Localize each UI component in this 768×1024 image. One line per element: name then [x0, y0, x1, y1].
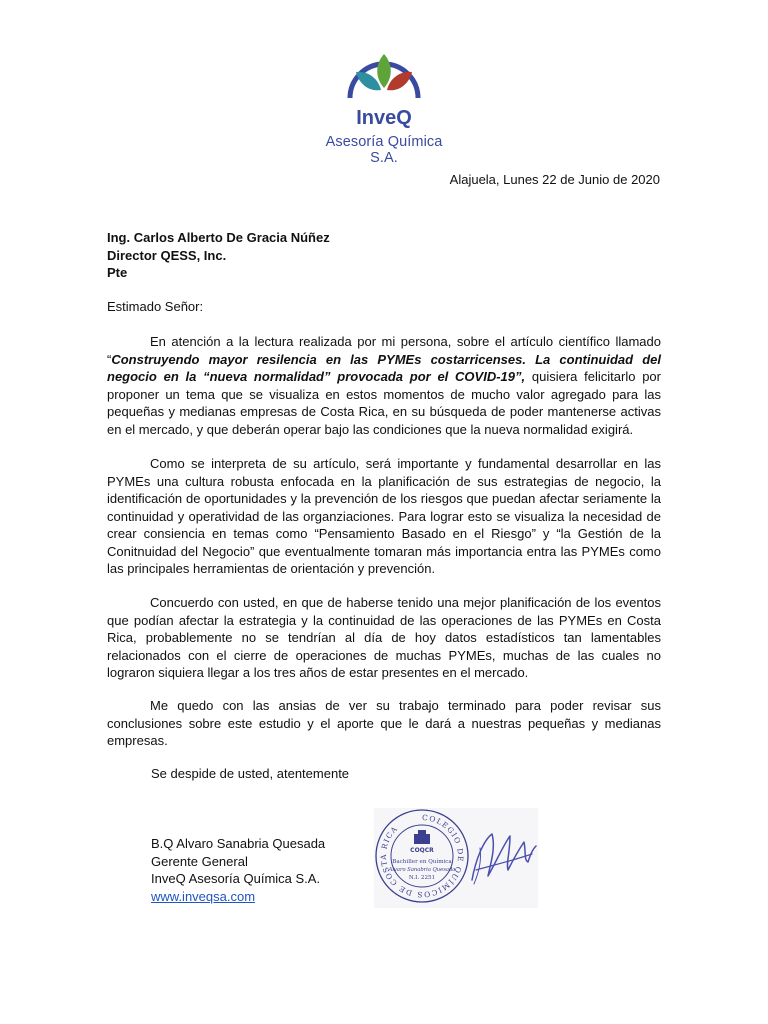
leaves-arc-icon: [344, 40, 424, 102]
handwritten-signature-icon: [466, 818, 540, 890]
paragraph-1-lead: En atención a la lectura realizada por mi persona, sobre el artículo científico llamado “: [107, 334, 661, 367]
recipient-title: Director QESS, Inc.: [107, 247, 227, 263]
professional-seal-icon: [374, 808, 470, 904]
company-subtitle: Asesoría Química S.A.: [325, 134, 443, 166]
date-line: Alajuela, Lunes 22 de Junio de 2020: [449, 172, 660, 187]
paragraph-1-rest: quisiera felicitarlo por proponer un tema que se visualiza en estos momentos de mucho valor agregado para las pequeñas y medianas empresas de Costa Rica, en su búsqueda de poder mantenerse activas en el mercado, y que deberán operar bajo las condiciones que la nueva normalidad exigirá.: [107, 369, 661, 437]
article-title: Construyendo mayor resilencia en las PYMEs costarricenses. La continuidad del negocio en la “nueva normalidad” provocada por el COVID-19”,: [107, 351, 661, 384]
closing-line: Se despide de usted, atentemente: [151, 766, 350, 781]
recipient-block: [107, 229, 661, 282]
seal-emblem: COQCR: [410, 847, 434, 854]
recipient-name: Ing. Carlos Alberto De Gracia Núñez: [107, 230, 330, 245]
signature-block: [151, 835, 325, 905]
seal-line-1: Bachiller en Química: [392, 859, 452, 865]
seal-line-2: Alvaro Sanabria Quesada: [388, 867, 456, 873]
seal-line-3: N.I. 2251: [408, 875, 436, 881]
signer-position: Gerente General: [151, 853, 248, 869]
seal-ring-text: COLEGIO DE QUÍMICOS DE COSTA RICA: [378, 812, 466, 900]
recipient-presente: Pte: [107, 265, 128, 280]
signer-company: InveQ Asesoría Química S.A.: [151, 871, 321, 886]
paragraph-4: Me quedo con las ansias de ver su trabajo terminado para poder revisar sus conclusiones sobre este estudio y el aporte que le dará a nuestras pequeñas y medianas empresas.: [107, 698, 661, 748]
svg-text:COLEGIO DE QUÍMICOS DE COSTA R: [379, 813, 465, 899]
company-logo: [318, 40, 450, 166]
salutation: Estimado Señor:: [107, 299, 204, 314]
company-name: InveQ: [356, 107, 412, 129]
paragraph-1: [107, 333, 661, 438]
paragraph-2: Como se interpreta de su artículo, será importante y fundamental desarrollar en las PYMEs una cultura robusta enfocada en la planificación de sus estrategias de negocio, la identificación de oportunidades y la prevención de los riesgos que puedan afectar seriamente la continuidad y operatividad de las organziaciones. Para lograr esto se visualiza la necesidad de crear consiencia en temas como “Pensamiento Basado en el Riesgo” y “la Gestión de la Conitnuidad del Negocio” que eventualmente tomaran más importancia entra las PYMEs como las principales herramientas de orientación y prevención.: [107, 456, 661, 576]
paragraph-3: Concuerdo con usted, en que de haberse tenido una mejor planificación de los eventos que podían afectar la estrategia y la continuidad de las operaciones de las PYMEs en Costa Rica, probablemente no se tendrían al día de hoy datos estadísticos tan lamentables relacionados con el cierre de operaciones de muchas PYMEs, muchas de las cuales no lograron siquiera llegar a los tres años de estar presentes en el mercado.: [107, 595, 661, 680]
signer-name: B.Q Alvaro Sanabria Quesada: [151, 836, 326, 851]
website-link[interactable]: www.inveqsa.com: [151, 888, 256, 904]
